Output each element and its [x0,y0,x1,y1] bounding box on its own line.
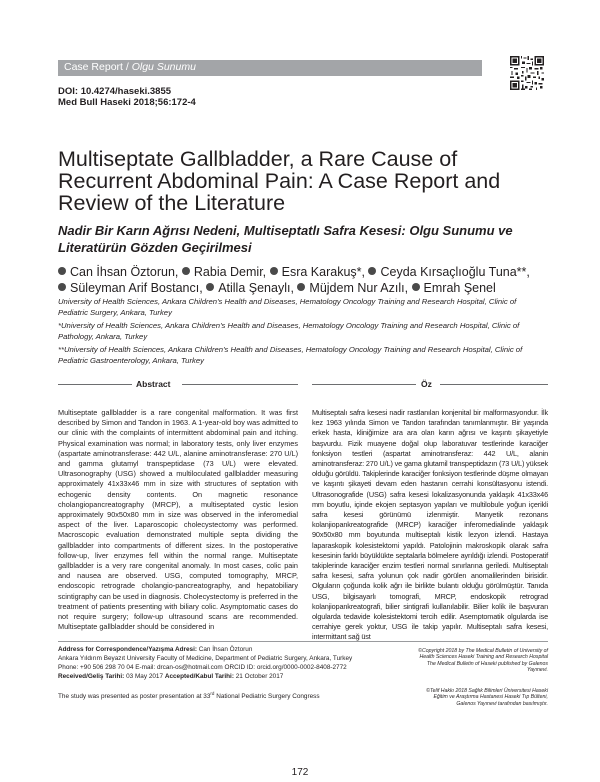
orcid-icon[interactable] [58,283,66,291]
footer-divider [58,641,548,642]
dates-line: Received/Geliş Tarihi: 03 May 2017 Accepted/Kabul Tarihi: 21 October 2017 [58,673,284,680]
orcid-icon[interactable] [412,283,420,291]
abstract-heading: Abstract [136,379,171,389]
affiliation: **University of Health Sciences, Ankara Children's Health and Diseases, Hematology Oncology Training and Research Hospital, Clinic of Pediatric Gastroenterology, Ankara, Turkey [58,345,523,365]
orcid-icon[interactable] [297,283,305,291]
oz-text: Multiseptalı safra kesesi nadir rastlanılan konjenital bir malformasyondur. İlk kez 1963 yılında Simon ve Tandon tarafından tanımlanmıştır. Bir yaşında erkek hasta, kliniğimize ara ara olan karın ağrısı ve kaşıntı şikayetiyle başvurdu. Fizik muayene doğal olup laboratuvar testlerinde karaciğer fonksiyon testleri (aspartat aminotransferaz: 442 U/L, alanin aminotransferaz: 270 U/L) ve gama glutamil transpeptidazın (73 U/L) yüksek olduğu görüldü. Takiplerinde karaciğer fonksiyon testlerinde düşme olmayan ve kaşıntı şikayeti devam eden hastanın cerrahi konsültasyonu istendi. Ultrasonografide (USG) safra kesesi lokalizasyonunda yaklaşık 41x33x46 mm boyutlu, içinde ekojen septasyon yapıları ve multilobule yoğun içerikli safra kesesi görünümü izlenmiştir. Manyetik rezonans kolanjiopankreatografide (MRCP) karaciğer inferomedialinde yaklaşık 90x50x80 mm boyutunda multiseptalı kistik lezyon izlendi. Hastaya laparaskopik kolesistektomi yapıldı. Patolojinin makroskopik olarak safra kesesinin farklı büyüklükte septalarla bölmelere ayrıldığı izlendi. Postoperatif takiplerinde karaciğer enzim testleri normal sınırlarına geriledi. Multiseptalı safra kesesi, safra yolunun çok nadir görülen anomalilerinden birisidir. Olguların çoğunda kolik ağrı ile birlikte bulantı olduğu görülmüştür. Tanıda USG, bilgisayarlı tomografi, MRCP, endoskopik retrograd kolanjiopankreatografi, bilier sintigrafi kullanılabilir. Bilier kolik ile başvuran olgularda tedavide kolesistektomi tercih edilir. Asemptomatik olgularda ise cerrahiye gerek yoktur, USG ile takip yapılır. Multiseptalı safra kesesi, intermittant sağ üst [312,408,548,642]
author: Rabia Demir, [193,265,267,279]
article-type-label: Case Report / Olgu Sunumu [64,61,196,73]
section-divider [312,384,416,385]
orcid-icon[interactable] [182,267,190,275]
section-divider [440,384,548,385]
copyright-tr: ©Telif Hakkı 2018 Sağlık Bilimleri Üniversitesi Haseki Eğitim ve Araştırma Hastanesi Haseki Tıp Bülteni, Galenos Yayınevi tarafından basılmıştır. [426,688,548,707]
doi[interactable]: DOI: 10.4274/haseki.3855 [58,86,172,97]
correspondence-line: Address for Correspondence/Yazışma Adresi: Can İhsan Öztorun [58,646,253,653]
page-number: 172 [291,767,309,778]
article-type-band [58,60,482,76]
author: Atilla Şenaylı, [218,281,294,295]
affiliation: *University of Health Sciences, Ankara Children's Health and Diseases, Hematology Oncology Training and Research Hospital, Clinic of Pathology, Ankara, Turkey [58,321,520,341]
article-subtitle: Nadir Bir Karın Ağrısı Nedeni, Multiseptatlı Safra Kesesi: Olgu Sunumu ve Literatürün Gözden Geçirilmesi [58,223,513,255]
affiliation: University of Health Sciences, Ankara Children's Health and Diseases, Hematology Oncology Training and Research Hospital, Clinic of Pediatric Surgery, Ankara, Turkey [58,297,517,317]
author-line [58,280,548,296]
section-divider [58,384,132,385]
orcid-icon[interactable] [206,283,214,291]
section-divider [182,384,298,385]
author: Emrah Şenel [423,281,496,295]
author: Can İhsan Öztorun, [70,265,179,279]
qr-code-icon [510,56,544,90]
correspondence-contact: Phone: +90 506 298 70 04 E-mail: drcan-os@hotmail.com ORCID ID: orcid.org/0000-0002-8408-2772 [58,664,347,671]
author-list [58,264,548,296]
author: Esra Karakuş*, [281,265,365,279]
abstract-text: Multiseptate gallbladder is a rare congenital malformation. It was first described by Simon and Tandon in 1963. A 1-year-old boy was admitted to our clinic with the complaints of intermittent abdominal pain and itching. Physical examination was normal; in laboratory tests, only liver enzymes (aspartate aminotransferase: 442 U/L, alanine aminotransferase: 270 U/L) and gamma glutamyl transpeptidase (73 U/L) were elevated. Ultrasonography (USG) showed a multiloculated gallbladder measuring approximately 41x33x46 mm in size with structures of septation with echogenic density contents. On magnetic resonance cholangiopancreatography (MRCP), a multiseptated cystic lesion approximately 90x50x80 mm in size was observed in the inferomedial aspect of the liver. Laparoscopic cholecystectomy was performed. Macroscopic evaluation demonstrated multiple septa dividing the gallbladder into compartments of different sizes. In the postoperative follow-up, liver enzymes fell within the normal range. Multiseptate gallbladder is a very rare congenital anomaly. In most cases, colic pain and nausea are observed. USG, computed tomography, MRCP, endoscopic retrograde cholangio-pancreatography, and hepatobiliary scintigraphy can be used in diagnosis. Cholecystectomy is preferred in the treatment of patients presenting with biliary colic. Asymptomatic cases do not require surgery; follow-up ultrasound scans are recommended. Multiseptate gallbladder should be considered in [58,408,299,632]
orcid-icon[interactable] [270,267,278,275]
article-title: Multiseptate Gallbladder, a Rare Cause of Recurrent Abdominal Pain: A Case Report and Review of the Literature [58,147,501,215]
correspondence-block [58,645,408,681]
correspondence-address: Ankara Yıldırım Beyazıt University Faculty of Medicine, Department of Pediatric Surgery, Ankara, Turkey [58,655,353,662]
citation: Med Bull Haseki 2018;56:172-4 [58,97,196,108]
copyright-en: ©Copyright 2018 by The Medical Bulletin of University of Health Sciences Haseki Training and Research Hospital The Medical Bulletin of Haseki published by Galenos Yayınevi. [418,648,548,674]
orcid-icon[interactable] [368,267,376,275]
presentation-note: The study was presented as poster presentation at 33rd National Pediatric Surgery Congress [58,691,320,701]
author-line [58,264,548,280]
orcid-icon[interactable] [58,267,66,275]
author: Müjdem Nur Azılı, [309,281,409,295]
oz-heading: Öz [421,379,432,389]
author: Ceyda Kırsaçlıoğlu Tuna**, [380,265,530,279]
author: Süleyman Arif Bostancı, [70,281,203,295]
